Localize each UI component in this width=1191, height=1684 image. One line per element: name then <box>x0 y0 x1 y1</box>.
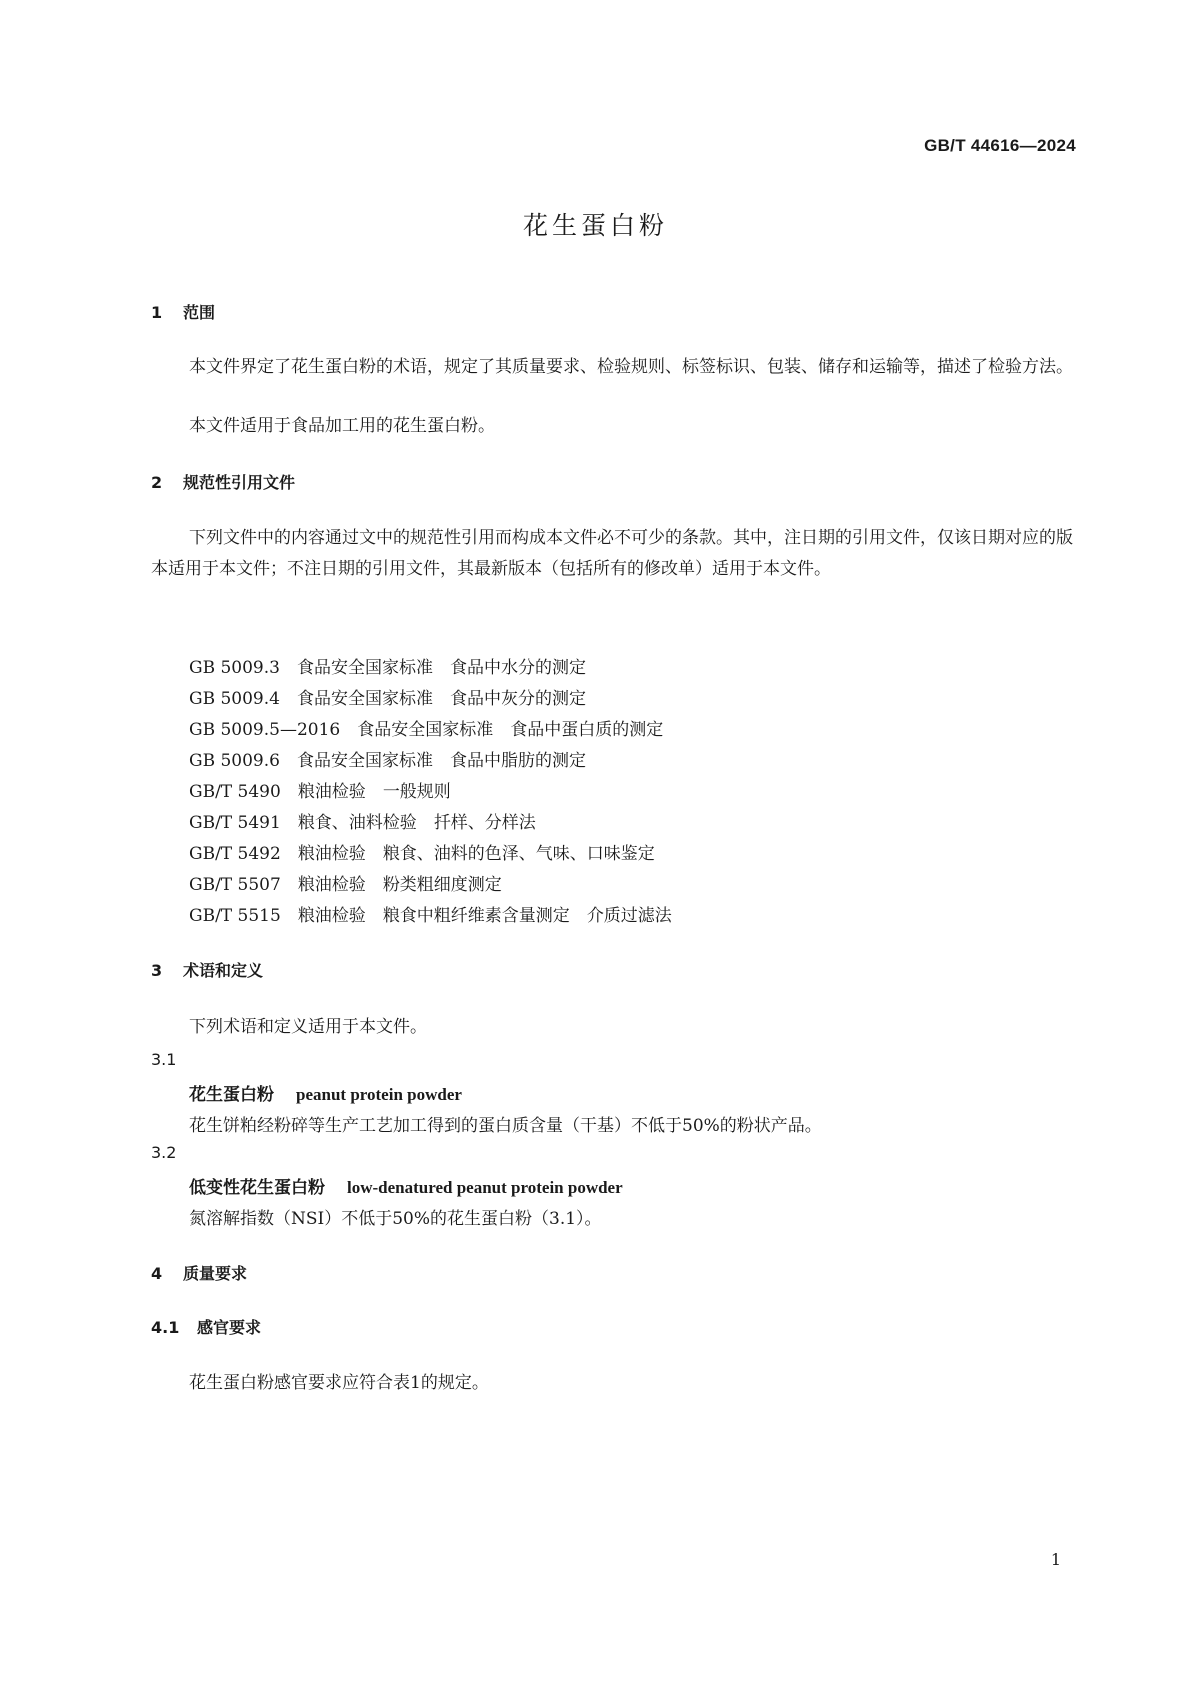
section-title: 术语和定义 <box>183 961 264 980</box>
reference-item <box>189 653 672 684</box>
reference-item <box>189 808 672 839</box>
reference-code: GB/T 5515 <box>189 906 281 926</box>
paragraph-text: 下列术语和定义适用于本文件。 <box>189 1017 427 1037</box>
reference-item <box>189 746 672 777</box>
reference-code: GB 5009.5—2016 <box>189 720 341 740</box>
reference-item <box>189 870 672 901</box>
reference-title-part: 粮油检验 <box>297 875 366 895</box>
reference-item <box>189 715 672 746</box>
reference-title-part: 食品中灰分的测定 <box>449 689 586 709</box>
section-title: 规范性引用文件 <box>183 473 296 492</box>
term-zh: 低变性花生蛋白粉 <box>189 1178 325 1198</box>
section-number: 4 <box>151 1264 163 1283</box>
reference-title-part: 介质过滤法 <box>586 906 672 926</box>
reference-title-part: 食品中脂肪的测定 <box>449 751 586 771</box>
reference-title-part: 食品安全国家标准 <box>296 751 433 771</box>
section-title: 感官要求 <box>197 1318 262 1337</box>
reference-code: GB/T 5507 <box>189 875 281 895</box>
section-number: 3 <box>151 961 163 980</box>
reference-code: GB 5009.6 <box>189 751 280 771</box>
reference-title-part: 粮油检验 <box>297 782 366 802</box>
reference-item <box>189 684 672 715</box>
paragraph-text: 本文件界定了花生蛋白粉的术语，规定了其质量要求、检验规则、标签标识、包装、储存和运输等，描述了检验方法。 <box>189 357 1073 377</box>
term-number: 3.2 <box>151 1143 177 1162</box>
paragraph-text: 下列文件中的内容通过文中的规范性引用而构成本文件必不可少的条款。其中，注日期的引用文件，仅该日期对应的版本适用于本文件；不注日期的引用文件，其最新版本（包括所有的修改单）适用于本文件。 <box>151 528 1073 579</box>
reference-title-part: 粮食中粗纤维素含量测定 <box>382 906 570 926</box>
reference-title-part: 粉类粗细度测定 <box>382 875 502 895</box>
section-1-para-2 <box>151 411 1073 442</box>
section-3-intro <box>151 1012 1073 1043</box>
reference-title-part: 食品安全国家标准 <box>296 658 433 678</box>
section-4-1-para <box>151 1368 1073 1399</box>
section-3-heading <box>151 958 263 981</box>
reference-title-part: 食品安全国家标准 <box>296 689 433 709</box>
section-number: 4.1 <box>151 1318 180 1337</box>
term-definition: 花生饼粕经粉碎等生产工艺加工得到的蛋白质含量（干基）不低于50%的粉状产品。 <box>189 1116 822 1136</box>
reference-code: GB/T 5491 <box>189 813 281 833</box>
reference-code: GB 5009.4 <box>189 689 280 709</box>
document-title: 花生蛋白粉 <box>522 211 668 240</box>
section-4-heading <box>151 1261 247 1284</box>
section-4-1-heading <box>151 1315 261 1338</box>
reference-title-part: 扦样、分样法 <box>433 813 536 833</box>
reference-code: GB/T 5492 <box>189 844 281 864</box>
term-entry <box>189 1173 623 1198</box>
section-title: 质量要求 <box>183 1264 248 1283</box>
section-1-para-1 <box>151 352 1073 383</box>
term-definition: 氮溶解指数（NSI）不低于50%的花生蛋白粉（3.1）。 <box>189 1209 602 1229</box>
reference-title-part: 粮食、油料检验 <box>297 813 417 833</box>
term-entry <box>189 1080 462 1105</box>
term-en: peanut protein powder <box>296 1085 462 1104</box>
term-number: 3.1 <box>151 1050 177 1069</box>
section-1-heading <box>151 300 215 323</box>
reference-item <box>189 839 672 870</box>
reference-title-part: 食品中水分的测定 <box>449 658 586 678</box>
reference-item <box>189 777 672 808</box>
reference-list <box>189 653 672 932</box>
reference-item <box>189 901 672 932</box>
term-en: low-denatured peanut protein powder <box>347 1178 623 1197</box>
reference-code: GB/T 5490 <box>189 782 281 802</box>
section-number: 1 <box>151 303 163 322</box>
paragraph-text: 花生蛋白粉感官要求应符合表1的规定。 <box>189 1373 489 1393</box>
section-title: 范围 <box>183 303 216 322</box>
reference-code: GB 5009.3 <box>189 658 280 678</box>
section-number: 2 <box>151 473 163 492</box>
reference-title-part: 食品安全国家标准 <box>357 720 494 740</box>
page-number: 1 <box>1050 1550 1061 1569</box>
paragraph-text: 本文件适用于食品加工用的花生蛋白粉。 <box>189 416 495 436</box>
term-zh: 花生蛋白粉 <box>189 1085 274 1105</box>
section-2-intro <box>151 523 1073 585</box>
reference-title-part: 一般规则 <box>382 782 451 802</box>
reference-title-part: 粮油检验 <box>297 906 366 926</box>
reference-title-part: 食品中蛋白质的测定 <box>510 720 664 740</box>
reference-title-part: 粮油检验 <box>297 844 366 864</box>
section-2-heading <box>151 470 295 493</box>
reference-title-part: 粮食、油料的色泽、气味、口味鉴定 <box>382 844 655 864</box>
standard-number: GB/T 44616—2024 <box>924 136 1076 155</box>
